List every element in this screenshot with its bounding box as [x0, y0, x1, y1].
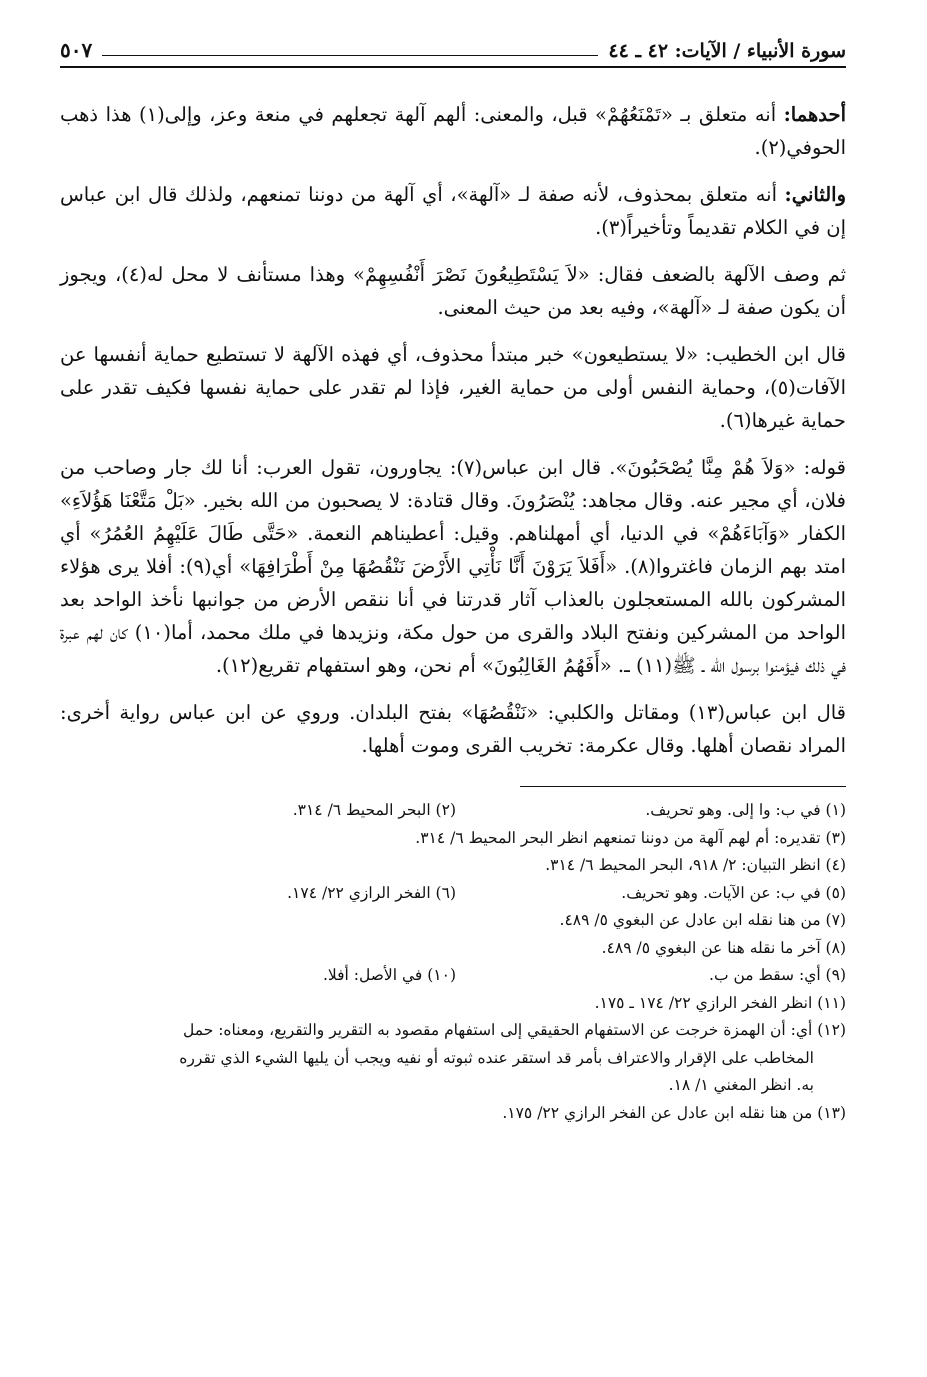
footnote: (٨) آخر ما نقله هنا عن البغوي ٥/ ٤٨٩. — [601, 938, 846, 957]
footnote-row — [60, 935, 846, 963]
footnote: (٤) انظر التبيان: ٢/ ٩١٨، البحر المحيط ٦/ ٣١٤. — [545, 856, 846, 874]
paragraph-text: قال ابن عباس(١٣) ومقاتل والكلبي: «نَنْقُصُهَا» بفتح البلدان. وروي عن ابن عباس رواية أخرى: المراد نقصان أهلها. وقال عكرمة: تخريب القرى وموت أهلها. — [60, 701, 847, 757]
footnote-row — [60, 990, 846, 1018]
footnote: (١٠) في الأصل: أفلا. — [322, 966, 456, 984]
paragraph — [60, 178, 846, 244]
footnote: (١٣) من هنا نقله ابن عادل عن الفخر الرازي ٢٢/ ١٧٥. — [502, 1103, 846, 1122]
footnote: (١) في ب: وا إلى. وهو تحريف. — [645, 801, 846, 819]
footnote: (٦) الفخر الرازي ٢٢/ ١٧٤. — [287, 883, 456, 902]
paragraph-text: قوله: «وَلاَ هُمْ مِنَّا يُصْحَبُونَ». قال ابن عباس(٧): يجاورون، تقول العرب: أنا لك جار وصاحب من فلان، أي مجير عنه. وقال مجاهد: يُنْصَرُونَ. وقال قتادة: لا يصحبون من الله بخير. «بَلْ مَتَّعْنَا هَؤُلاَءِ» الكفار «وَآبَاءَهُمْ» في الدنيا، أي أمهلناهم. وقيل: أعطيناهم النعمة. «حَتَّى طَالَ عَلَيْهِمُ العُمُرُ» أي امتد بهم الزمان فاغتروا(٨). «أَفَلاَ يَرَوْنَ أَنَّا نَأْتِي الأَرْضَ نَنْقُصُهَا مِنْ أَطْرَافِهَا» أي(٩): أفلا يرى هؤلاء المشركون بالله المستعجلون بالعذاب آثار قدرتنا في أنا ننقص الأرض من جوانبها نأخذ الواحد بعد الواحد من المشركين ونفتح البلاد والقرى من حول مكة، ونزيدها في ملك محمد، أما(١٠) كان لهم عبرة في ذلك فيؤمنوا برسول الله ـ ﷺ(١١) ـ. «أَفَهُمُ الغَالِبُونَ» أم نحن، وهو استفهام تقريع(١٢). — [60, 456, 847, 677]
footnote-row — [60, 1100, 846, 1128]
paragraph — [60, 451, 846, 682]
running-header — [60, 28, 846, 68]
footnote-row — [60, 880, 846, 908]
paragraph-text: أنه متعلق بـ «تَمْنَعُهُمْ» قبل، والمعنى: ألهم آلهة تجعلهم في منعة وعز، وإلى(١) هذا ذهب الحوفي(٢). — [60, 103, 846, 159]
footnote-row — [60, 852, 846, 880]
footnote-row — [60, 1017, 846, 1045]
paragraph — [60, 98, 846, 164]
paragraph — [60, 338, 846, 437]
footnote-separator — [520, 786, 846, 787]
paragraph-lead: والثاني: — [784, 183, 846, 206]
footnote-row — [60, 1072, 846, 1100]
footnote: (٢) البحر المحيط ٦/ ٣١٤. — [292, 801, 456, 819]
paragraph — [60, 258, 846, 324]
footnote: (٧) من هنا نقله ابن عادل عن البغوي ٥/ ٤٨٩. — [559, 911, 846, 929]
paragraph-lead: أحدهما: — [783, 103, 846, 126]
paragraph-text: قال ابن الخطيب: «لا يستطيعون» خبر مبتدأ محذوف، أي فهذه الآلهة لا تستطيع حماية أنفسها عن الآفات(٥)، وحماية النفس أولى من حماية الغير، فإذا لم تقدر على حماية نفسها فكيف تقدر على حماية غيرها(٦). — [60, 343, 846, 432]
page-number: ٥٠٧ — [60, 38, 93, 62]
footnote-continuation: به. انظر المغني ١/ ١٨. — [668, 1076, 814, 1094]
footnote-row — [60, 1045, 846, 1073]
footnote-row — [60, 797, 846, 825]
footnote: (٩) أي: سقط من ب. — [709, 966, 846, 984]
footnote: (١٢) أي: أن الهمزة خرجت عن الاستفهام الحقيقي إلى استفهام مقصود به التقرير والتقريع، ومعناه: حمل — [183, 1021, 846, 1039]
footnote-row — [60, 825, 846, 853]
footnote: (١١) انظر الفخر الرازي ٢٢/ ١٧٤ ـ ١٧٥. — [594, 993, 846, 1012]
page — [60, 28, 846, 1127]
footnote: (٣) تقديره: أم لهم آلهة من دوننا تمنعهم انظر البحر المحيط ٦/ ٣١٤. — [415, 828, 846, 847]
footnotes — [60, 797, 846, 1127]
footnote-continuation: المخاطب على الإقرار والاعتراف بأمر قد استقر عنده ثبوته أو نفيه ويجب أن يليها الشيء الذي تقرره — [179, 1048, 814, 1067]
main-text — [60, 98, 846, 762]
paragraph-text: أنه متعلق بمحذوف، لأنه صفة لـ «آلهة»، أي آلهة من دوننا تمنعهم، ولذلك قال ابن عباس إن في الكلام تقديماً وتأخيراً(٣). — [60, 183, 846, 239]
footnote-row — [60, 907, 846, 935]
surah-title: سورة الأنبياء / الآيات: ٤٢ ـ ٤٤ — [608, 40, 846, 62]
footnote: (٥) في ب: عن الآيات. وهو تحريف. — [621, 883, 846, 902]
paragraph-text: ثم وصف الآلهة بالضعف فقال: «لاَ يَسْتَطِيعُونَ نَصْرَ أَنْفُسِهِمْ» وهذا مستأنف لا محل له(٤)، ويجوز أن يكون صفة لـ «آلهة»، وفيه بعد من حيث المعنى. — [60, 263, 846, 319]
footnote-row — [60, 962, 846, 990]
paragraph — [60, 696, 846, 762]
header-rule — [102, 55, 598, 56]
